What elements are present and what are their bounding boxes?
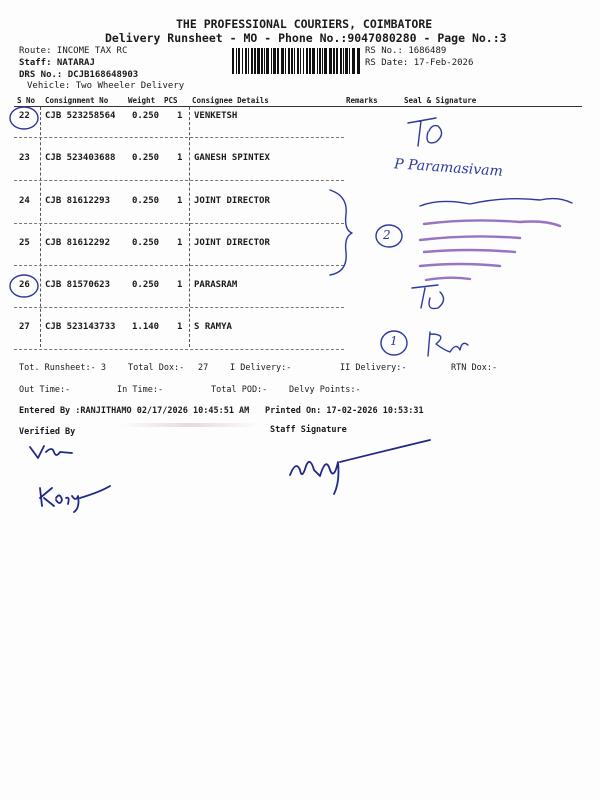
- verified-signature-2: [40, 486, 110, 512]
- row-consignee: VENKETSH: [194, 111, 238, 121]
- col-sno: S No: [17, 96, 36, 105]
- row-consignee: JOINT DIRECTOR: [194, 238, 270, 248]
- row-pcs: 1: [177, 153, 183, 163]
- out-time-label: Out Time:-: [19, 385, 71, 395]
- row-pcs: 1: [177, 280, 183, 290]
- ii-delivery-label: II Delivery:-: [340, 363, 407, 373]
- col-remarks: Remarks: [346, 96, 378, 105]
- col-weight: Weight: [128, 96, 156, 105]
- row-consignment: CJB 523143733: [45, 322, 116, 332]
- row-weight: 0.250: [132, 196, 160, 206]
- col-consignment: Consignment No: [45, 96, 109, 105]
- row-weight: 0.250: [132, 238, 160, 248]
- row-consignee: GANESH SPINTEX: [194, 153, 270, 163]
- row-weight: 0.250: [132, 280, 160, 290]
- row-pcs: 1: [177, 238, 183, 248]
- col-pcs: PCS: [164, 96, 178, 105]
- staff-text: Staff: NATARAJ: [19, 58, 95, 68]
- row-weight: 0.250: [132, 153, 160, 163]
- entered-by-text: Entered By :RANJITHAMO 02/17/2026 10:45:51 AM: [19, 406, 250, 416]
- rtn-dox-label: RTN Dox:-: [451, 363, 498, 373]
- col-seal-signature: Seal & Signature: [404, 96, 477, 105]
- row-consignment: CJB 81612292: [45, 238, 111, 248]
- row-sno: 23: [19, 153, 30, 163]
- row-sno: 24: [19, 196, 30, 206]
- row-pcs: 1: [177, 196, 183, 206]
- total-dox-label: Total Dox:-: [128, 363, 185, 373]
- rs-date-text: RS Date: 17-Feb-2026: [365, 58, 474, 68]
- total-pod-label: Total POD:-: [211, 385, 268, 395]
- total-dox-value: 27: [198, 363, 209, 373]
- col-consignee: Consignee Details: [192, 96, 269, 105]
- row-consignment: CJB 81570623: [45, 280, 111, 290]
- row-sno: 26: [19, 280, 30, 290]
- row-pcs: 1: [177, 111, 183, 121]
- staff-signature: [290, 440, 430, 494]
- row-pcs: 1: [177, 322, 183, 332]
- runsheet-title: Delivery Runsheet - MO - Phone No.:9047080280 - Page No.:3: [105, 31, 507, 45]
- printed-on-text: Printed On: 17-02-2026 10:53:31: [265, 406, 424, 416]
- vehicle-text: Vehicle: Two Wheeler Delivery: [27, 81, 185, 91]
- row-sno: 25: [19, 238, 30, 248]
- row-consignment: CJB 81612293: [45, 196, 111, 206]
- row-weight: 1.140: [132, 322, 160, 332]
- staff-signature-label: Staff Signature: [270, 425, 347, 435]
- row-consignee: PARASRAM: [194, 280, 238, 290]
- row-consignment: CJB 523403688: [45, 153, 116, 163]
- row-weight: 0.250: [132, 111, 160, 121]
- drs-text: DRS No.: DCJB168648903: [19, 70, 139, 80]
- row-consignment: CJB 523258564: [45, 111, 116, 121]
- handwritten-count-1: 1: [390, 334, 398, 348]
- row-sno: 27: [19, 322, 30, 332]
- handwritten-count-2: 2: [383, 228, 391, 242]
- in-time-label: In Time:-: [117, 385, 164, 395]
- i-delivery-label: I Delivery:-: [230, 363, 292, 373]
- row-consignee: S RAMYA: [194, 322, 232, 332]
- company-title: THE PROFESSIONAL COURIERS, COIMBATORE: [176, 17, 433, 31]
- route-text: Route: INCOME TAX RC: [19, 46, 128, 56]
- delvy-points-label: Delvy Points:-: [289, 385, 361, 395]
- row-consignee: JOINT DIRECTOR: [194, 196, 270, 206]
- rs-no-text: RS No.: 1686489: [365, 46, 447, 56]
- tot-runsheet-text: Tot. Runsheet:- 3: [19, 363, 106, 373]
- verified-signature-1: [30, 446, 72, 458]
- verified-by-label: Verified By: [19, 427, 76, 437]
- row-sno: 22: [19, 111, 30, 121]
- handwritten-signature-row-23: P Paramasivam: [393, 156, 504, 180]
